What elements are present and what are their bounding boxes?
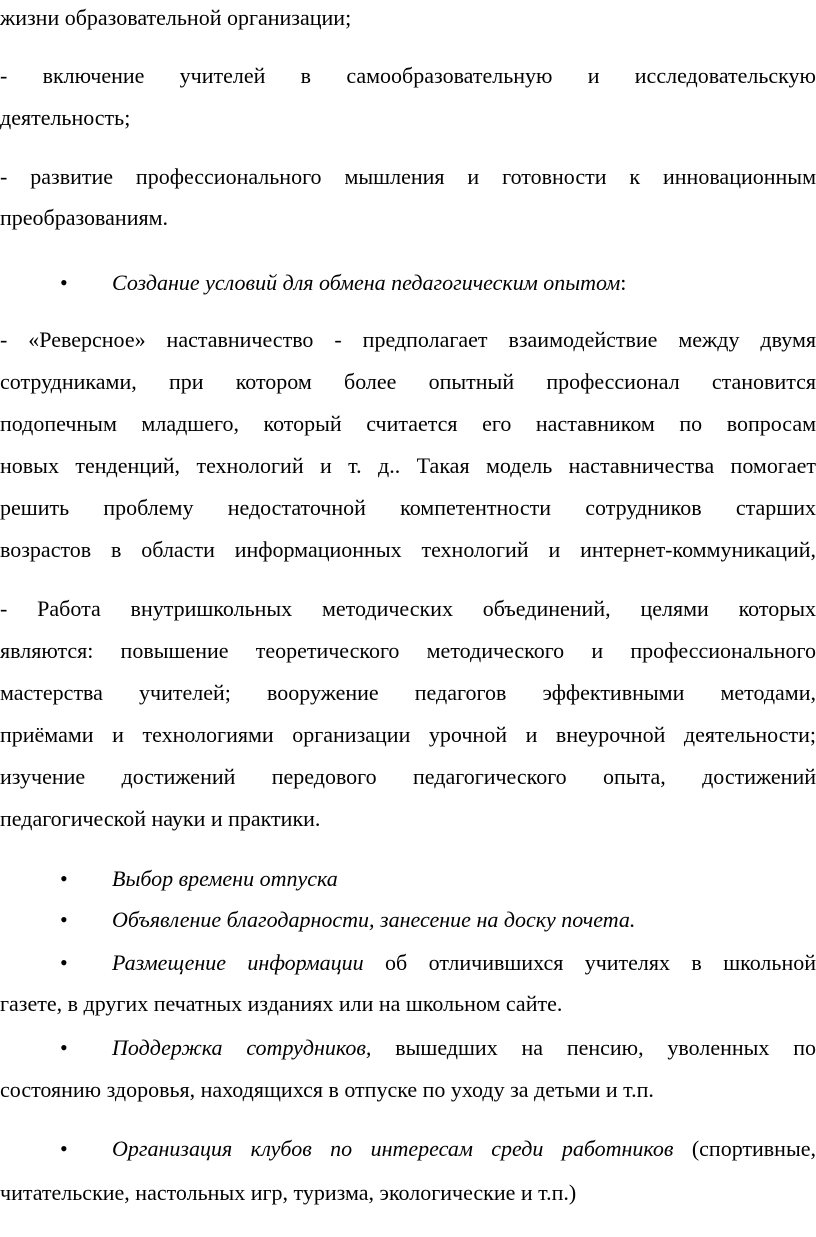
bullet-text bbox=[112, 1136, 816, 1162]
bullet-text bbox=[112, 907, 816, 933]
text-line: читательские, настольных игр, туризма, экологические и т.п.) bbox=[0, 1180, 577, 1205]
text-line: жизни образовательной организации; bbox=[0, 5, 352, 30]
italic-phrase: Создание условий для обмена педагогическим опытом bbox=[112, 270, 621, 295]
italic-phrase: Выбор времени отпуска bbox=[112, 866, 338, 891]
bullet-marker: • bbox=[60, 1035, 68, 1060]
text-line: состоянию здоровья, находящихся в отпуске по уходу за детьми и т.п. bbox=[0, 1077, 654, 1102]
text-line: газете, в других печатных изданиях или на школьном сайте. bbox=[0, 991, 563, 1016]
text-line: - развитие профессионального мышления и готовности к инновационным bbox=[0, 164, 816, 189]
italic-phrase: Размещение информации bbox=[112, 950, 364, 975]
text-line: - «Реверсное» наставничество - предполагает взаимодействие между двумя bbox=[0, 327, 816, 352]
text-line: новых тенденций, технологий и т. д.. Такая модель наставничества помогает bbox=[0, 453, 816, 478]
text-line: - включение учителей в самообразовательную и исследовательскую bbox=[0, 63, 816, 88]
text-line: являются: повышение теоретического методического и профессионального bbox=[0, 638, 816, 663]
bullet-marker: • bbox=[60, 1136, 68, 1161]
plain-text: : bbox=[620, 270, 627, 295]
italic-phrase: Организация клубов по интересам среди работников bbox=[112, 1136, 674, 1161]
text-line: педагогической науки и практики. bbox=[0, 806, 321, 831]
italic-phrase: Объявление благодарности, занесение на доску почета. bbox=[112, 907, 636, 932]
plain-text: об отличившихся учителях в школьной bbox=[363, 950, 816, 975]
bullet-item bbox=[0, 270, 816, 296]
bullet-item bbox=[0, 907, 816, 933]
text-line: подопечным младшего, который считается его наставником по вопросам bbox=[0, 411, 816, 436]
text-line: приёмами и технологиями организации урочной и внеурочной деятельности; bbox=[0, 722, 816, 747]
text-line: - Работа внутришкольных методических объединений, целями которых bbox=[0, 596, 816, 621]
bullet-item bbox=[0, 950, 816, 976]
bullet-marker: • bbox=[60, 866, 68, 891]
text-line: изучение достижений передового педагогического опыта, достижений bbox=[0, 764, 816, 789]
text-line: решить проблему недостаточной компетентности сотрудников старших bbox=[0, 495, 816, 520]
bullet-text bbox=[112, 950, 816, 976]
plain-text: (спортивные, bbox=[673, 1136, 816, 1161]
italic-phrase: Поддержка сотрудников, bbox=[112, 1035, 372, 1060]
bullet-marker: • bbox=[60, 907, 68, 932]
bullet-marker: • bbox=[60, 270, 68, 295]
bullet-text bbox=[112, 866, 816, 892]
plain-text: вышедших на пенсию, уволенных по bbox=[371, 1035, 816, 1060]
bullet-item bbox=[0, 866, 816, 892]
text-line: деятельность; bbox=[0, 105, 131, 130]
bullet-item bbox=[0, 1035, 816, 1061]
bullet-text bbox=[112, 1035, 816, 1061]
bullet-text bbox=[112, 270, 816, 296]
text-line: возрастов в области информационных технологий и интернет-коммуникаций, bbox=[0, 537, 816, 562]
text-line: преобразованиям. bbox=[0, 205, 169, 230]
bullet-marker: • bbox=[60, 950, 68, 975]
text-line: сотрудниками, при котором более опытный профессионал становится bbox=[0, 369, 816, 394]
text-line: мастерства учителей; вооружение педагогов эффективными методами, bbox=[0, 680, 816, 705]
bullet-item bbox=[0, 1136, 816, 1162]
